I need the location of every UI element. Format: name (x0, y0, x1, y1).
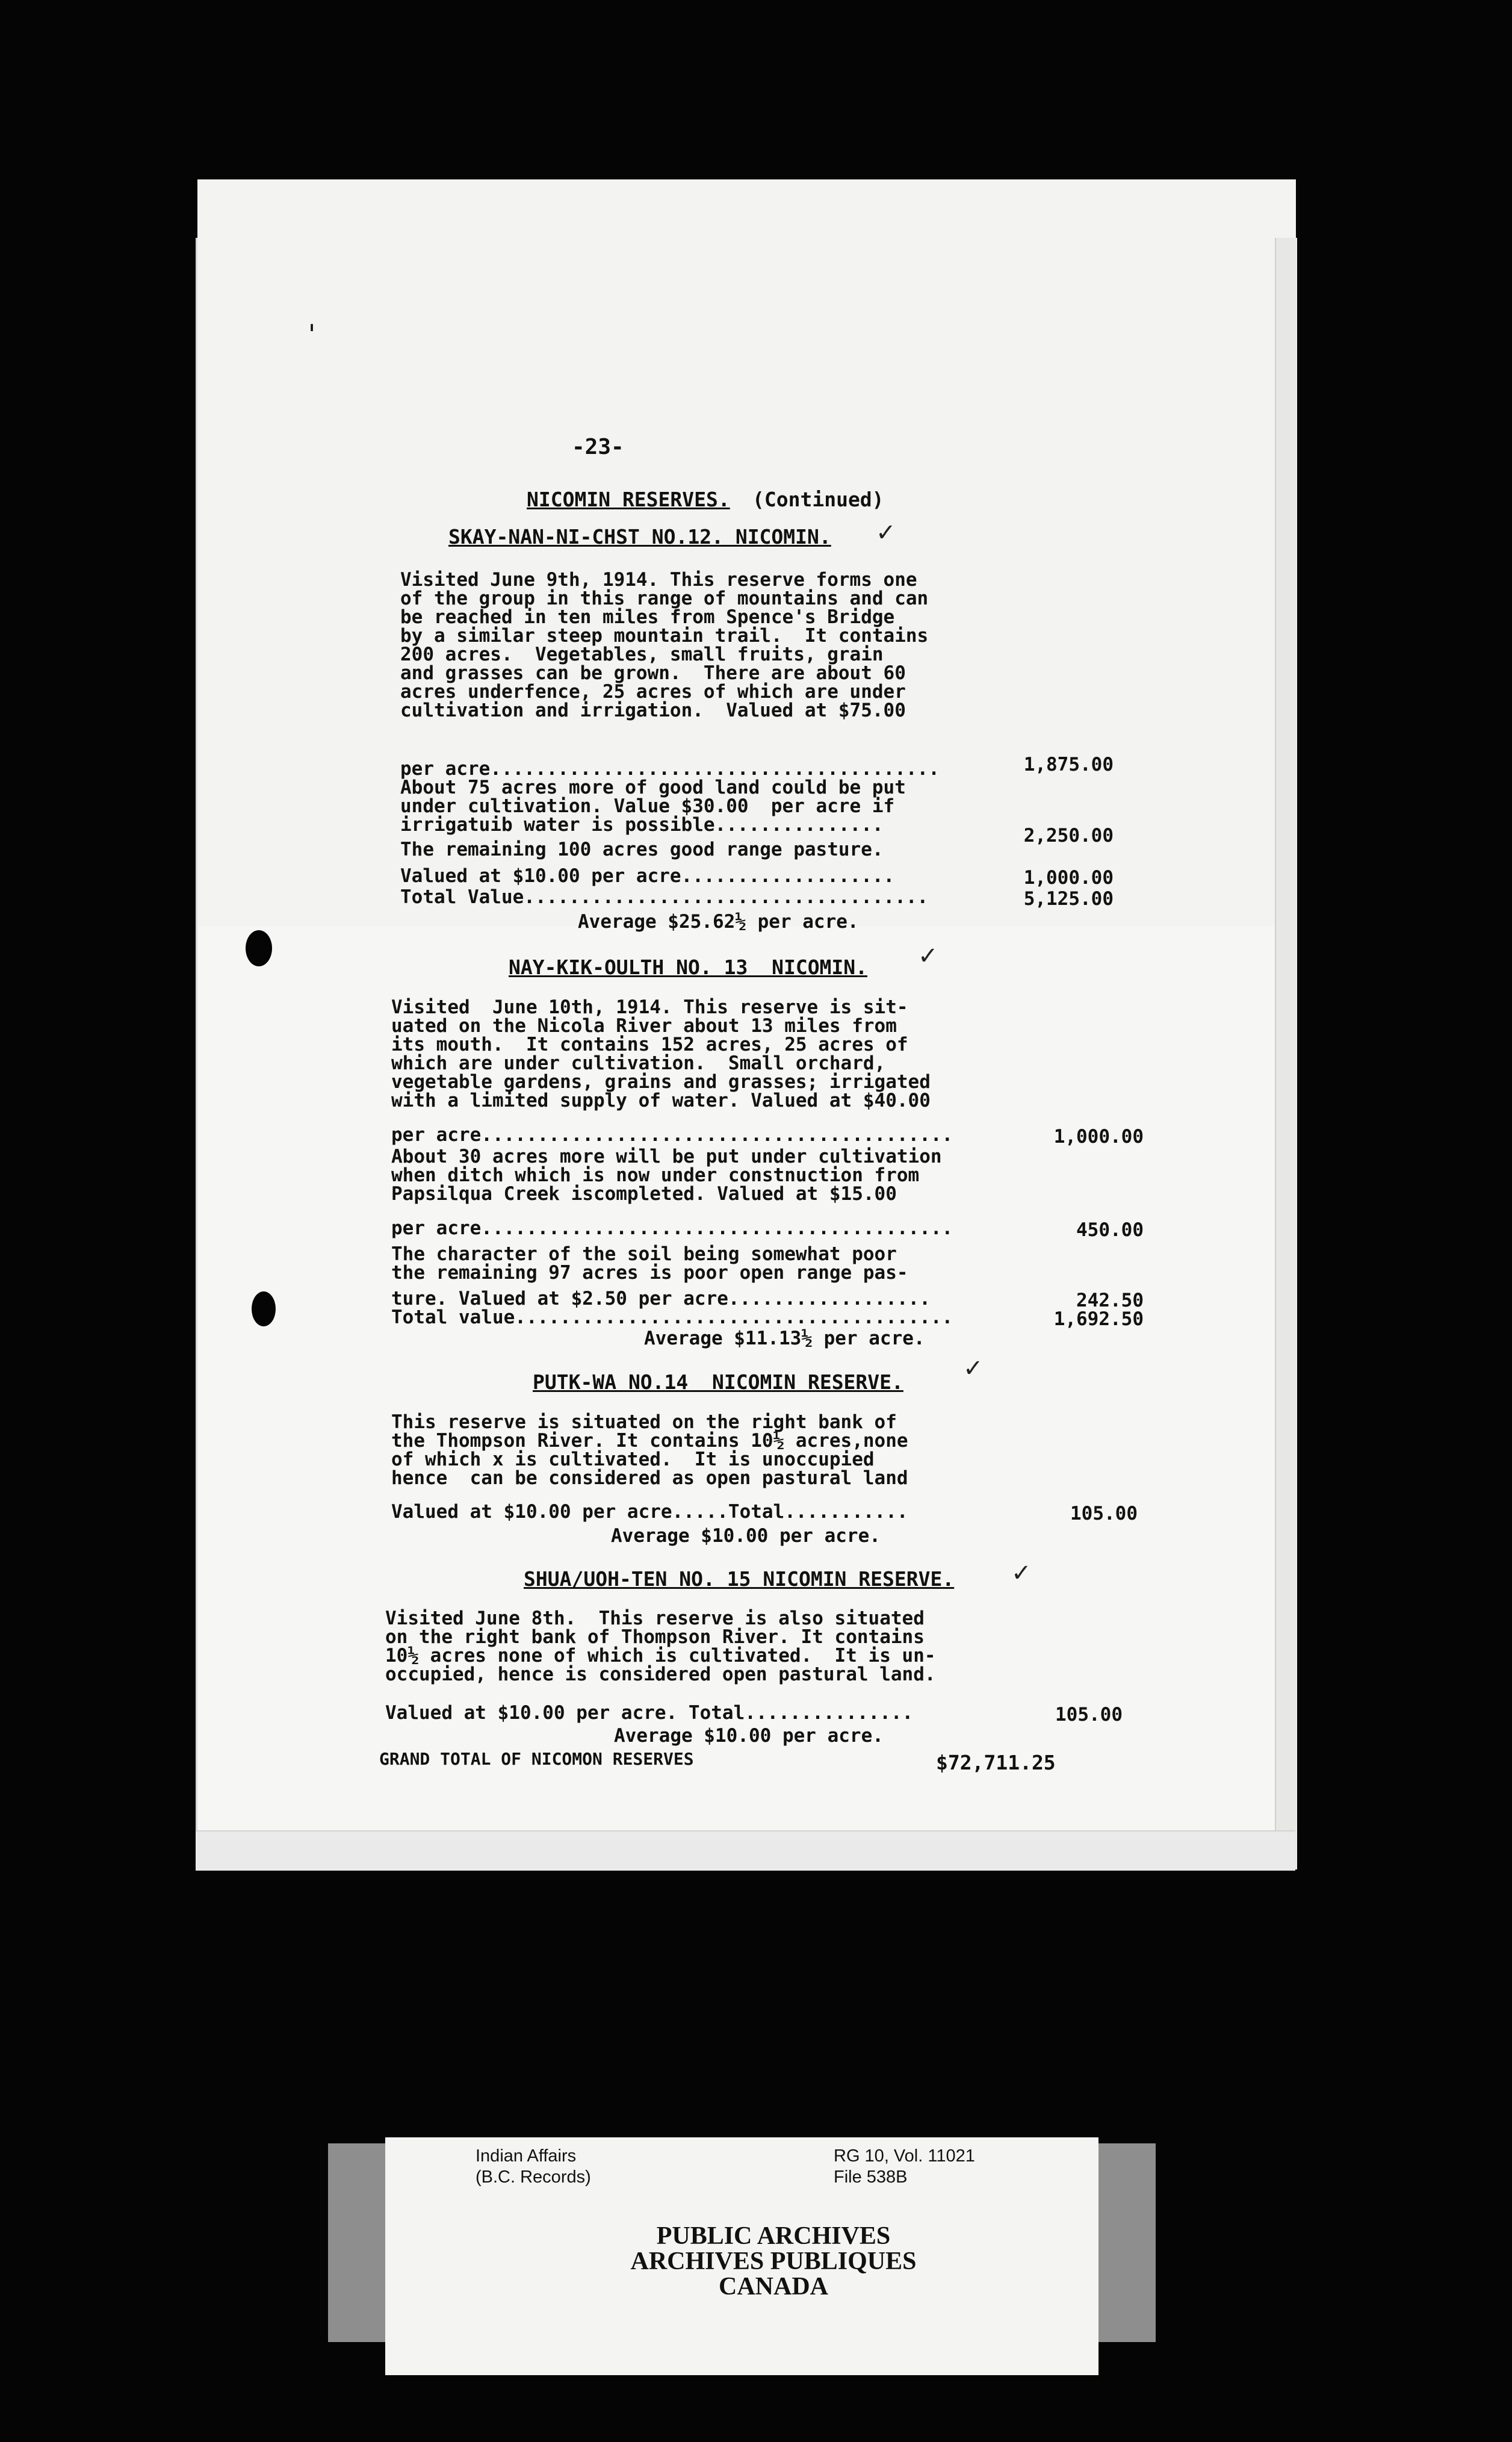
body-line: on the right bank of Thompson River. It contains (385, 1626, 925, 1648)
section-heading: NICOMIN RESERVES. (527, 488, 730, 511)
body-line: by a similar steep mountain trail. It contains (400, 625, 929, 647)
page-number: -23- (572, 435, 624, 459)
archive-stamp-line: CANADA (719, 2273, 828, 2301)
checkmark-icon: ✓ (918, 942, 938, 970)
body-line: Valued at $10.00 per acre. Total............... (385, 1702, 914, 1724)
body-line: when ditch which is now under constnuction from (391, 1164, 920, 1186)
body-line: the remaining 97 acres is poor open range pas- (391, 1262, 908, 1284)
body-line: cultivation and irrigation. Valued at $75.00 (400, 700, 906, 721)
body-line: its mouth. It contains 152 acres, 25 acres of (391, 1034, 908, 1055)
checkmark-icon: ✓ (963, 1355, 984, 1382)
body-line: 10½ acres none of which is cultivated. It is un- (385, 1645, 936, 1667)
punch-hole (252, 1291, 276, 1326)
body-line: The character of the soil being somewhat poor (391, 1243, 897, 1265)
body-line: and grasses can be grown. There are about 60 (400, 662, 906, 684)
average-line: Average $10.00 per acre. (614, 1725, 884, 1747)
label-tab (328, 2143, 394, 2342)
body-line: per acre.......................................... (391, 1124, 953, 1146)
amount: 1,875.00 (1023, 754, 1114, 775)
average-line: Average $25.62½ per acre. (578, 911, 859, 933)
archive-stamp-line: PUBLIC ARCHIVES (656, 2222, 891, 2250)
body-line: with a limited supply of water. Valued at $40.00 (391, 1090, 931, 1111)
body-line: ture. Valued at $2.50 per acre.................. (391, 1288, 931, 1310)
margin-mark: ' (308, 319, 316, 350)
body-line: of which x is cultivated. It is unoccupied (391, 1449, 875, 1470)
body-line: Visited June 8th. This reserve is also situated (385, 1608, 925, 1629)
body-line: Papsilqua Creek iscompleted. Valued at $15.00 (391, 1183, 897, 1205)
body-line: The remaining 100 acres good range pasture. (400, 839, 884, 860)
amount: 1,000.00 (1053, 1126, 1144, 1148)
reserve-heading: SHUA/UOH-TEN NO. 15 NICOMIN RESERVE. (524, 1567, 955, 1591)
amount: 450.00 (1076, 1219, 1144, 1241)
archive-series: Indian Affairs (476, 2146, 577, 2166)
amount: 105.00 (1055, 1704, 1123, 1726)
body-line: occupied, hence is considered open pastural land. (385, 1664, 936, 1685)
average-line: Average $11.13½ per acre. (644, 1328, 925, 1349)
body-line: Valued at $10.00 per acre................... (400, 865, 895, 887)
archive-series-sub: (B.C. Records) (476, 2167, 591, 2187)
average-line: Average $10.00 per acre. (611, 1525, 881, 1547)
section-continued: (Continued) (752, 488, 884, 511)
amount: 1,692.50 (1053, 1308, 1144, 1330)
label-tab (1089, 2143, 1156, 2342)
body-line: under cultivation. Value $30.00 per acre if (400, 795, 895, 817)
grand-total-value: $72,711.25 (936, 1751, 1056, 1774)
body-line: the Thompson River. It contains 10½ acres,none (391, 1430, 908, 1452)
amount: 1,000.00 (1023, 867, 1114, 889)
body-line: Valued at $10.00 per acre.....Total........... (391, 1501, 908, 1523)
amount: 105.00 (1070, 1503, 1138, 1524)
body-line: About 30 acres more will be put under cultivation (391, 1146, 942, 1167)
grand-total-label: GRAND TOTAL OF NICOMON RESERVES (379, 1749, 694, 1769)
body-line: Total value....................................... (391, 1306, 953, 1328)
body-line: hence can be considered as open pastural land (391, 1467, 908, 1489)
archive-stamp-line: ARCHIVES PUBLIQUES (630, 2248, 917, 2275)
body-line: Visited June 9th, 1914. This reserve forms one (400, 569, 917, 591)
archive-volume: RG 10, Vol. 11021 (834, 2146, 975, 2166)
body-line: About 75 acres more of good land could be put (400, 777, 906, 798)
body-line: vegetable gardens, grains and grasses; irrigated (391, 1071, 931, 1093)
punch-hole (246, 930, 272, 966)
body-line: which are under cultivation. Small orchard, (391, 1052, 886, 1074)
body-line: irrigatuib water is possible............... (400, 814, 884, 836)
body-line: uated on the Nicola River about 13 miles from (391, 1015, 897, 1037)
archive-file: File 538B (834, 2167, 908, 2187)
body-line: per acre........................................ (400, 758, 940, 780)
checkmark-icon: ✓ (1011, 1559, 1032, 1587)
body-line: 200 acres. Vegetables, small fruits, grain (400, 644, 884, 665)
body-line: Total Value.................................... (400, 886, 929, 908)
body-line: Visited June 10th, 1914. This reserve is sit- (391, 996, 908, 1018)
page-edge (1275, 238, 1297, 1869)
body-line: per acre.......................................... (391, 1217, 953, 1239)
amount: 242.50 (1076, 1290, 1144, 1311)
checkmark-icon: ✓ (876, 519, 896, 547)
amount: 2,250.00 (1023, 825, 1114, 847)
reserve-heading: PUTK-WA NO.14 NICOMIN RESERVE. (533, 1370, 903, 1394)
amount: 5,125.00 (1023, 888, 1114, 910)
reserve-heading: NAY-KIK-OULTH NO. 13 NICOMIN. (509, 955, 868, 979)
body-line: This reserve is situated on the right bank of (391, 1411, 897, 1433)
body-line: be reached in ten miles from Spence's Bridge (400, 606, 895, 628)
body-line: of the group in this range of mountains and can (400, 588, 929, 609)
page-bottom-edge (196, 1830, 1295, 1871)
reserve-heading: SKAY-NAN-NI-CHST NO.12. NICOMIN. (448, 525, 831, 548)
body-line: acres underfence, 25 acres of which are under (400, 681, 906, 703)
